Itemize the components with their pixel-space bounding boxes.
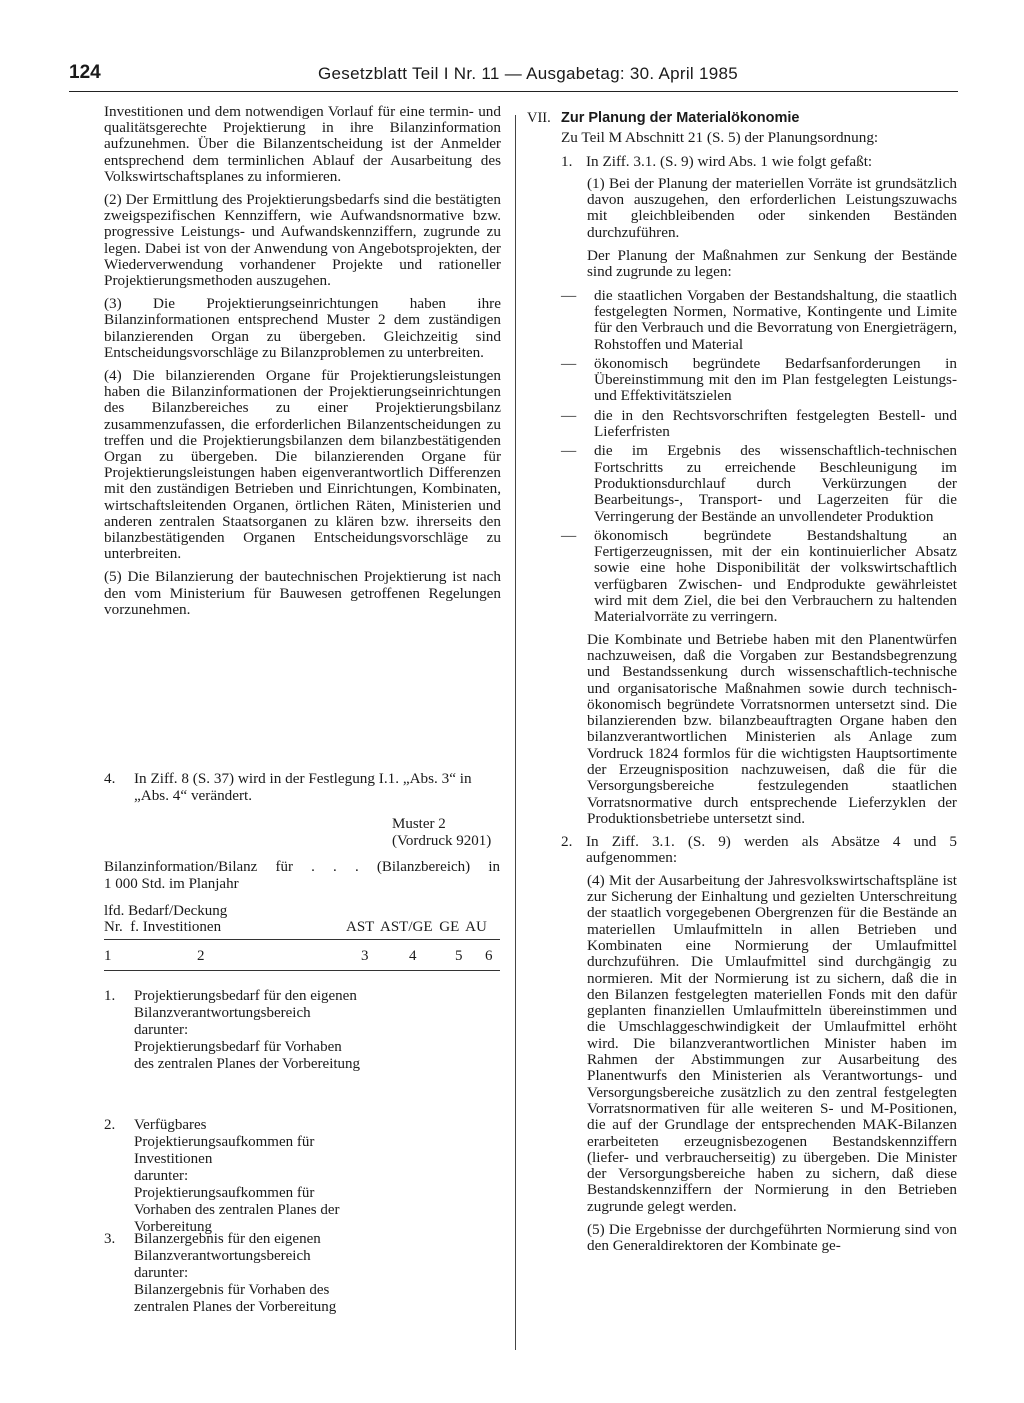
table-row xyxy=(104,988,364,1073)
right-column xyxy=(527,110,957,1262)
header-rule xyxy=(69,91,958,92)
vordruck-label: (Vordruck 9201) xyxy=(392,833,492,849)
item-4-text: In Ziff. 8 (S. 37) wird in der Festlegung I.1. „Abs. 3“ in „Abs. 4“ verändert. xyxy=(134,770,472,804)
table-rule-bottom xyxy=(104,970,500,971)
paragraph-4: (4) Die bilanzierenden Organe für Projektierungsleistungen haben die Bilanzinformationen der Projektierungseinrichtungen des Bilanzbereiches zu einer Projektierungsbilanz zusammenzufassen, die erforderlichen Bilanzentscheidungen zu treffen und die Projektierungsbilanzen dem bilanzbestätigenden Organ zu übergeben. Die bilanzierenden Organe für Projektierungsleistungen haben eigenverantwortlich Differenzen mit den zuständigen Betrieben und Einrichtungen, Kombinaten, wirtschaftsleitenden Organen, örtlichen Räten, Ministerien und anderen zentralen Staatsorganen zu klären bzw. ihrerseits den bilanzbestätigenden Organen Entscheidungsvorschläge zu unterbreiten. xyxy=(104,367,501,563)
list-item xyxy=(561,356,957,405)
col-number-5: 5 xyxy=(455,948,463,964)
form-title-line2: 1 000 Std. im Planjahr xyxy=(104,876,239,892)
dash-marker: — xyxy=(561,442,577,460)
row-text: Verfügbares Projektierungsaufkommen für Investitionen xyxy=(134,1117,315,1167)
list-item-text: die im Ergebnis des wissenschaftlich-technischen Fortschritts zu erreichende Beschleunigung im Produktionsdurchlauf durch Verkürzungen der Bearbeitungs-, Transport- und Lagerzeiten für die Verringerung der Bestände an unvollendeter Produktion xyxy=(594,442,957,525)
col-number-4: 4 xyxy=(409,948,417,964)
muster-label: Muster 2 xyxy=(392,816,446,832)
kombinate-block xyxy=(527,632,957,828)
paragraph-measures: Der Planung der Maßnahmen zur Senkung der Bestände sind zugrunde zu legen: xyxy=(587,247,957,281)
form-reference xyxy=(392,816,491,850)
row-number: 2. xyxy=(104,1117,116,1133)
dash-marker: — xyxy=(561,286,577,304)
row-darunter: darunter: xyxy=(134,1265,189,1281)
table-rule-top xyxy=(104,939,500,940)
list-item xyxy=(561,528,957,626)
left-intro-paragraph: Investitionen und dem notwendigen Vorlauf für eine termin- und qualitätsgerechte Projektierung in ihre Bilanzinformation aufzunehmen. Über die Bilanzentscheidung ist der Anmelder entsprechend dem terminlichen Ablauf der Ausarbeitung des Volkswirtschaftsplanes zu informieren. xyxy=(104,103,501,185)
paragraph-2: (2) Der Ermittlung des Projektierungsbedarfs sind die bestätigten zweigspezifischen Kennziffern, wie Aufwandsnormative bzw. progressive Leistungs- und Aufwandskennziffern, zugrunde zu legen. Dabei ist von der Anwendung von Angebotsprojekten, der Wiederverwendung vorhandener Projekte und rationeller Projektierungsmethoden auszugehen. xyxy=(104,191,501,290)
dash-marker: — xyxy=(561,406,577,424)
row-darunter: darunter: xyxy=(134,1168,189,1184)
col-number-2: 2 xyxy=(197,948,205,964)
paragraph-kombinate: Die Kombinate und Betriebe haben mit den Planentwürfen nachzuweisen, daß die Vorgaben zur Bestandsbegrenzung und Bestandssenkung durch wissenschaftlich-technische und organisatorische Maßnahmen sowie durch technisch-ökonomisch begründete Vorratsnormen untersetzt sind. Die bilanzierenden bzw. bilanzbeauftragten Organe haben den bilanzverantwortlichen Ministerien als Anlage zum Vordruck 1824 formlos für die wichtigsten Hauptsortimente der Erzeugnisposition nachzuweisen, daß die für die Versorgungsbereiche festzulegenden staatlichen Vorratsnormative durch entsprechende Lieferzyklen der Produktionsbetriebe untersetzt sind. xyxy=(587,630,957,827)
list-item-text: ökonomisch begründete Bedarfsanforderungen in Übereinstimmung mit den im Plan festgelegten Leistungs- und Effektivitätszielen xyxy=(594,354,957,405)
section-number: VII. xyxy=(527,110,551,126)
col-number-3: 3 xyxy=(361,948,369,964)
item-4 xyxy=(104,771,501,804)
paragraph-5-right: (5) Die Ergebnisse der durchgeführten Normierung sind von den Generaldirektoren der Kombinate ge- xyxy=(587,1221,957,1255)
th-bedarf-line2: f. Investitionen xyxy=(130,919,222,935)
section-title: Zur Planung der Materialökonomie xyxy=(561,110,800,126)
row-sub: Projektierungsbedarf für Vorhaben des zentralen Planes der Vorbereitung xyxy=(134,1039,361,1072)
paragraph-3: (3) Die Projektierungseinrichtungen haben ihre Bilanzinformationen entsprechend Muster 2 dem zuständigen bilanzierenden Organ zu übergeben. Gleichzeitig sind Entscheidungsvorschläge zu Bilanzproblemen zu unterbreiten. xyxy=(104,295,501,361)
item-1-body xyxy=(527,176,957,281)
row-number: 1. xyxy=(104,988,116,1004)
th-bedarf-line1: Bedarf/Deckung xyxy=(128,903,228,919)
item-1-text: In Ziff. 3.1. (S. 9) wird Abs. 1 wie folgt gefaßt: xyxy=(586,152,873,170)
right-intro: Zu Teil M Abschnitt 21 (S. 5) der Planungsordnung: xyxy=(561,129,879,147)
list-item-text: ökonomisch begründete Bestandshaltung an Fertigerzeugnissen, mit der ein kontinuierlicher Absatz sowie eine hohe Disponibilität der volkswirtschaftlich verfügbaren Zwischen- und Endprodukte gewährleistet wird mit dem Ziel, die bei den Verbrauchern zu haltenden Materialvorräte zu verringern. xyxy=(594,526,957,626)
form-title-line1: Bilanzinformation/Bilanz für . . . (Bilanzbereich) in xyxy=(104,859,500,875)
dash-marker: — xyxy=(561,526,577,544)
item-2-number: 2. xyxy=(561,833,573,851)
dash-list xyxy=(527,288,957,626)
section-heading xyxy=(527,110,957,126)
form-title xyxy=(104,859,500,893)
row-darunter: darunter: xyxy=(134,1022,189,1038)
table-row xyxy=(104,1231,364,1316)
th-nr: Nr. xyxy=(104,919,123,935)
row-number: 3. xyxy=(104,1231,116,1247)
item-4-number: 4. xyxy=(104,770,116,787)
row-text: Bilanzergebnis für den eigenen Bilanzverantwortungsbereich xyxy=(134,1231,321,1264)
list-item xyxy=(561,443,957,524)
paragraph-1: (1) Bei der Planung der materiellen Vorräte ist grundsätzlich davon auszugehen, den erforderlichen Leistungszuwachs mit gleichbleibenden oder sinkenden Beständen durchzuführen. xyxy=(587,174,957,241)
col-number-6: 6 xyxy=(485,948,493,964)
table-row xyxy=(104,1117,364,1236)
item-2-body xyxy=(527,873,957,1255)
paragraph-5: (5) Die Bilanzierung der bautechnischen Projektierung ist nach den vom Ministerium für Bauwesen getroffenen Regelungen vorzunehmen. xyxy=(104,568,501,618)
column-divider xyxy=(515,115,516,1350)
list-item-text: die in den Rechtsvorschriften festgelegten Bestell- und Lieferfristen xyxy=(594,406,957,441)
list-item xyxy=(561,408,957,441)
left-column xyxy=(104,104,501,625)
th-value-columns: AST AST/GE GE AU xyxy=(346,919,487,935)
item-2 xyxy=(561,834,957,867)
list-item-text: die staatlichen Vorgaben der Bestandshaltung, die staatlich festgelegten Normen, Normative, Kontingente und Limite für den Verbrauch und die Bevorratung von Energieträgern, Rohstoffen und Material xyxy=(594,286,957,353)
item-2-text: In Ziff. 3.1. (S. 9) werden als Absätze 4 und 5 aufgenommen: xyxy=(586,833,957,867)
dash-marker: — xyxy=(561,354,577,372)
page-number: 124 xyxy=(69,62,101,83)
row-sub: Bilanzergebnis für Vorhaben des zentralen Planes der Vorbereitung xyxy=(134,1282,337,1315)
paragraph-4-right: (4) Mit der Ausarbeitung der Jahresvolkswirtschaftspläne ist zur Sicherung der Einhaltung und gezielten Unterschreitung der staatlich vorgegebenen Obergrenzen für die Bestände an materiellen Umlaufmitteln in allen Betrieben und Kombinaten eine Normierung der Umlaufmittel durchzuführen. Die Umlaufmittel sind durchgängig zu normieren. Mit der Normierung ist zu sichern, daß die in den Bilanzen festgelegten materiellen Fonds mit den dafür geplanten finanziellen Umlaufmitteln übereinstimmen und die Umschlaggeschwindigkeit der Umlaufmittel erhöht wird. Die bilanzverantwortlichen Minister haben im Rahmen der Abstimmungen zur Ausarbeitung des Planentwurfs den Ministerien als Verantwortungs- und Versorgungsbereiche zusätzlich zu den zentral festgelegten Vorratsnormativen für alle weiteren S- und M-Positionen, die auf der Grundlage der entsprechenden MAK-Bilanzen erarbeiteten erzeugnisbezogenen Bestandskennziffern (liefer- und verbraucherseitig) zu übergeben. Die Minister der Versorgungsbereiche haben zu sichern, daß diese Bestandskennziffern der Normierung in den Betrieben zugrunde gelegt werden. xyxy=(587,871,957,1215)
list-item xyxy=(561,288,957,353)
page-header-title: Gesetzblatt Teil I Nr. 11 — Ausgabetag: 30. April 1985 xyxy=(318,64,739,83)
table-header xyxy=(104,903,227,935)
row-sub: Projektierungsaufkommen für Vorhaben des zentralen Planes der Vorbereitung xyxy=(134,1185,340,1235)
item-1 xyxy=(561,154,957,170)
item-1-number: 1. xyxy=(561,152,573,170)
row-text: Projektierungsbedarf für den eigenen Bilanzverantwortungsbereich xyxy=(134,988,357,1021)
th-lfd: lfd. xyxy=(104,903,125,919)
col-number-1: 1 xyxy=(104,948,112,964)
